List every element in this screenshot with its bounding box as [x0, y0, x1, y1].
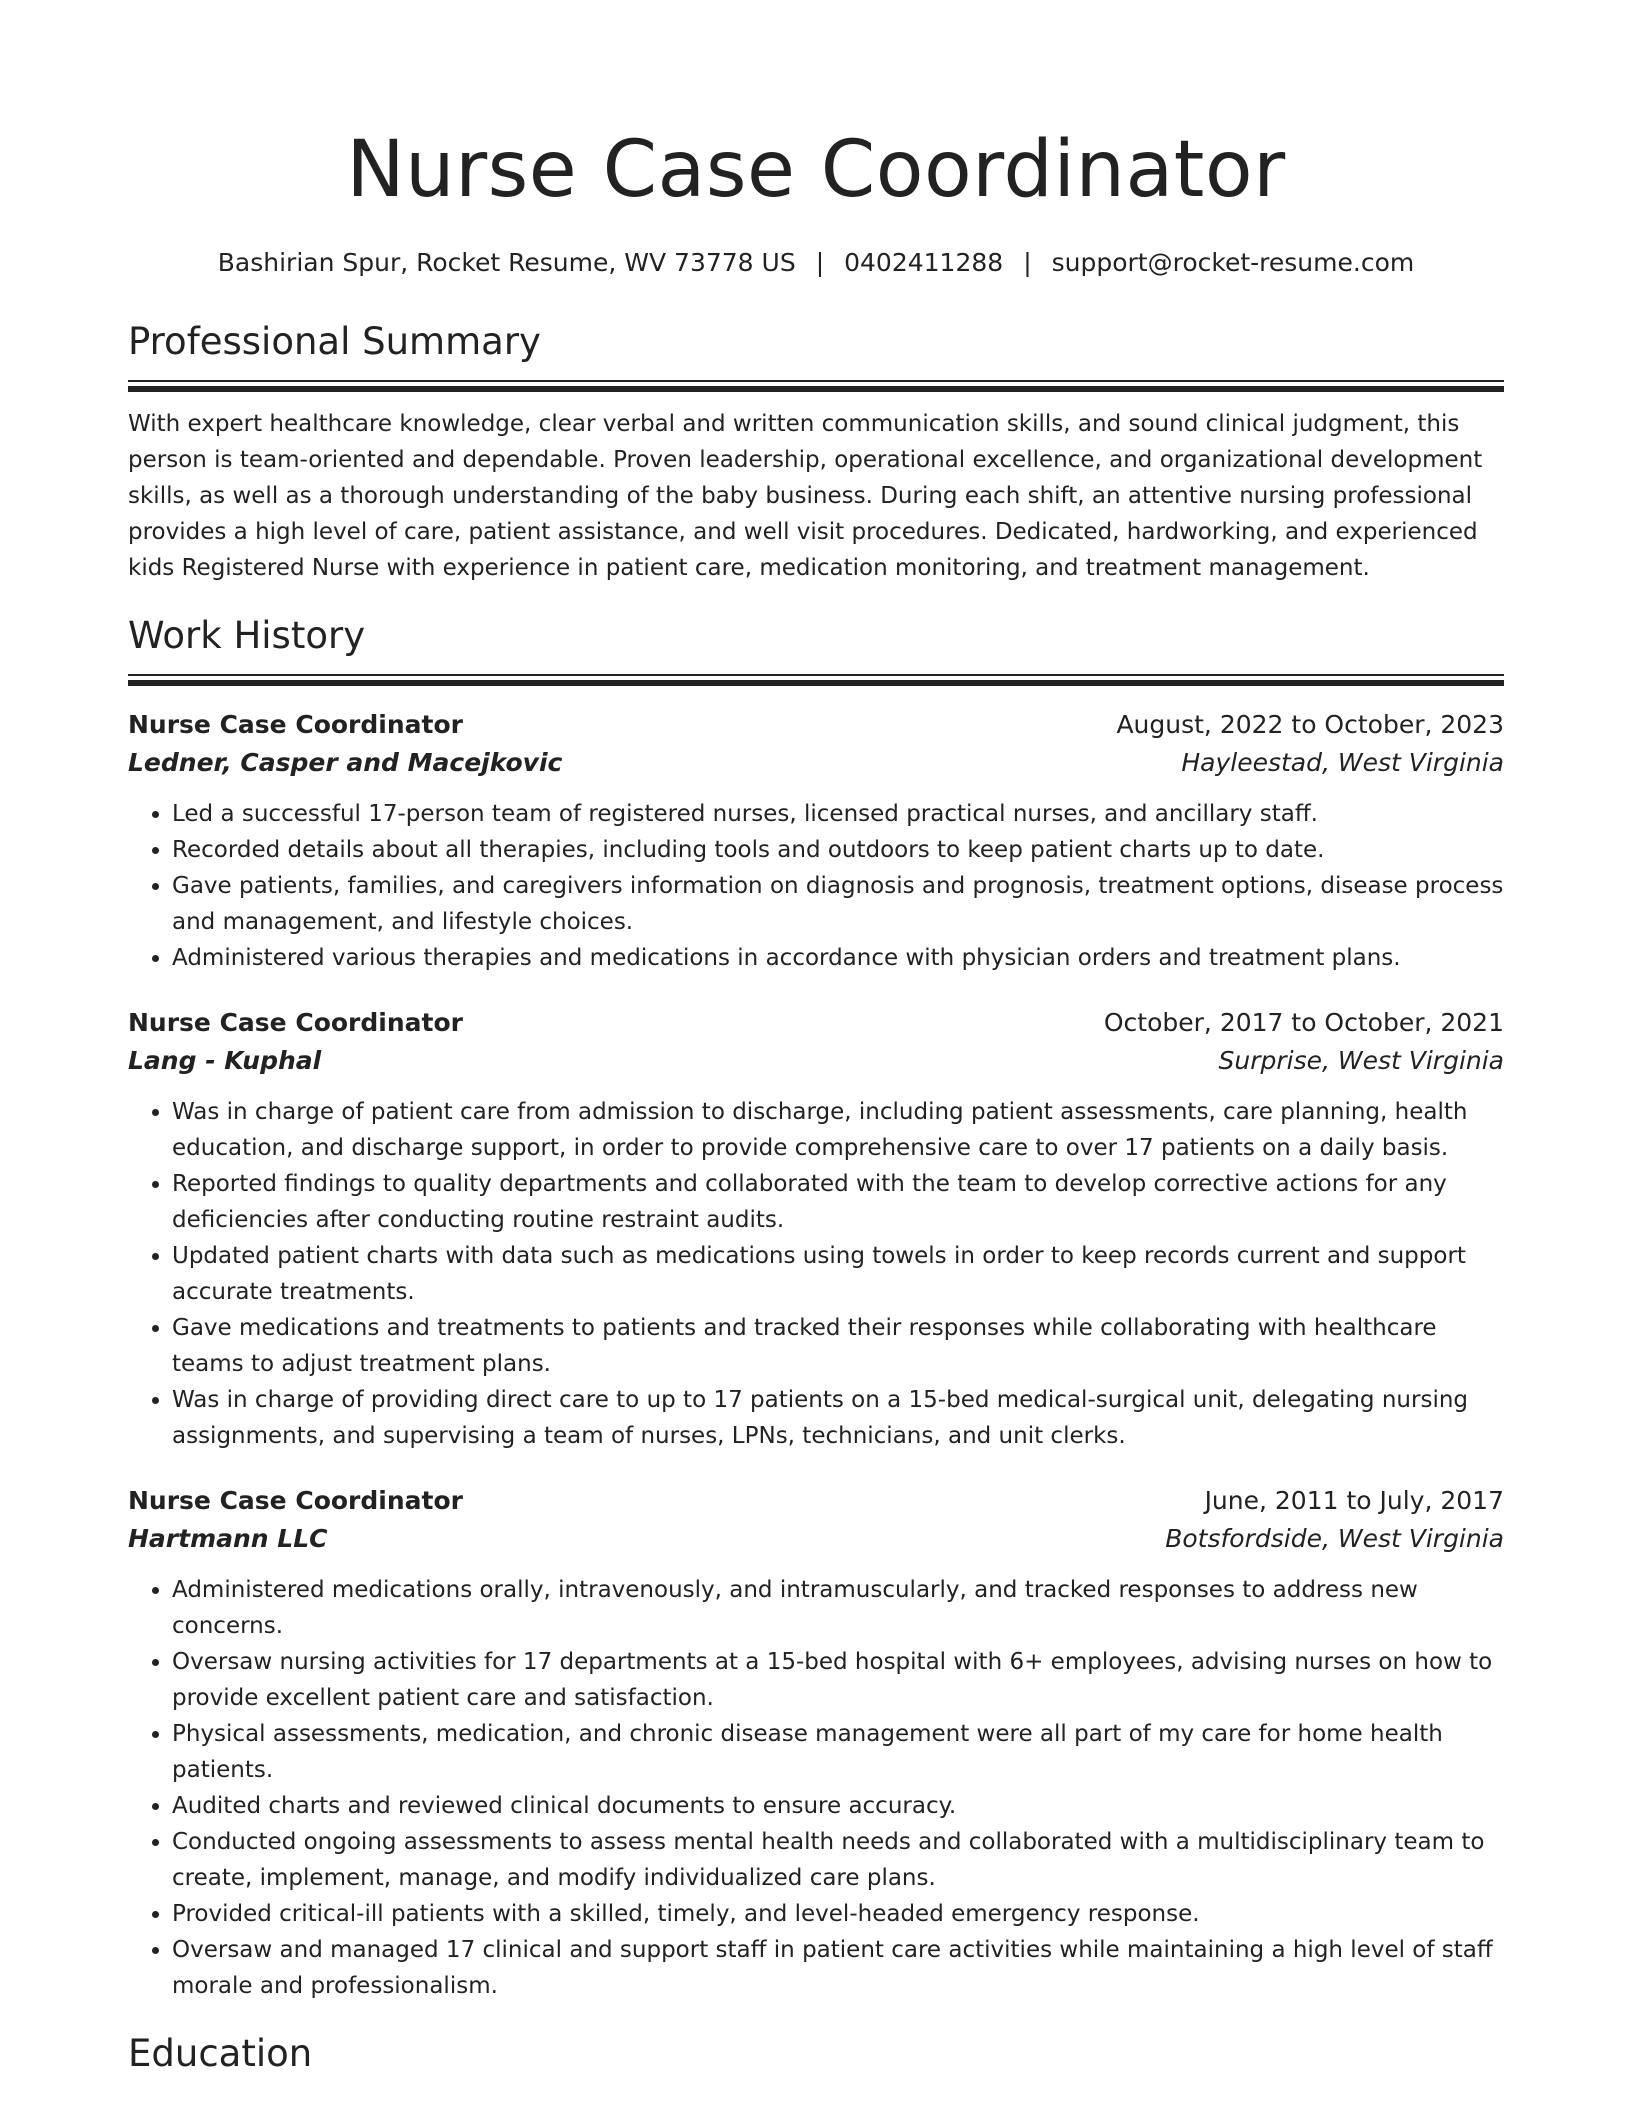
job-bullet: • Oversaw nursing activities for 17 departments at a 15-bed hospital with 6+ employees, advising nurses on how to provide excellent patient care and satisfaction. — [172, 1644, 1504, 1716]
job-bullet: • Was in charge of patient care from admission to discharge, including patient assessments, care planning, health education, and discharge support, in order to provide comprehensive care to over 17 patients on a daily basis. — [172, 1094, 1504, 1166]
contact-separator: | — [815, 248, 825, 277]
job-company-row — [128, 1520, 1504, 1558]
job-bullet-list — [128, 1572, 1504, 2004]
job-company-row — [128, 744, 1504, 782]
job-bullet: • Gave patients, families, and caregivers information on diagnosis and prognosis, treatment options, disease process and management, and lifestyle choices. — [172, 868, 1504, 940]
section-title-work-history: Work History — [128, 614, 366, 657]
job-title: Nurse Case Coordinator — [128, 1486, 463, 1515]
job-bullet: • Was in charge of providing direct care to up to 17 patients on a 15-bed medical-surgical unit, delegating nursing assignments, and supervising a team of nurses, LPNs, technicians, and unit clerks. — [172, 1382, 1504, 1454]
job-bullet: • Recorded details about all therapies, including tools and outdoors to keep patient charts up to date. — [172, 832, 1504, 868]
job-dates: June, 2011 to July, 2017 — [1204, 1486, 1504, 1515]
job-company: Hartmann LLC — [128, 1524, 328, 1553]
job-location: Botsfordside, West Virginia — [1165, 1524, 1504, 1553]
job-bullet: • Conducted ongoing assessments to assess mental health needs and collaborated with a multidisciplinary team to create, implement, manage, and modify individualized care plans. — [172, 1824, 1504, 1896]
job-entry — [128, 706, 1504, 976]
contact-separator: | — [1023, 248, 1032, 277]
job-bullet: • Provided critical-ill patients with a skilled, timely, and level-headed emergency response. — [172, 1896, 1504, 1932]
job-bullet: • Oversaw and managed 17 clinical and support staff in patient care activities while maintaining a high level of staff morale and professionalism. — [172, 1932, 1504, 2004]
section-divider — [128, 380, 1504, 392]
contact-address: Bashirian Spur, Rocket Resume, WV 73778 US — [217, 248, 796, 277]
job-company: Ledner, Casper and Macejkovic — [128, 748, 563, 777]
job-bullet: • Reported findings to quality departments and collaborated with the team to develop corrective actions for any deficiencies after conducting routine restraint audits. — [172, 1166, 1504, 1238]
job-bullet: • Gave medications and treatments to patients and tracked their responses while collaborating with healthcare teams to adjust treatment plans. — [172, 1310, 1504, 1382]
job-title: Nurse Case Coordinator — [128, 710, 463, 739]
job-bullet-list — [128, 1094, 1504, 1454]
job-dates: October, 2017 to October, 2021 — [1103, 1008, 1504, 1037]
job-bullet: • Updated patient charts with data such as medications using towels in order to keep records current and support accurate treatments. — [172, 1238, 1504, 1310]
job-entry — [128, 1482, 1504, 2004]
job-bullet: • Administered medications orally, intravenously, and intramuscularly, and tracked responses to address new concerns. — [172, 1572, 1504, 1644]
job-title: Nurse Case Coordinator — [128, 1008, 463, 1037]
job-entry — [128, 1004, 1504, 1454]
section-title-education: Education — [128, 2032, 313, 2075]
job-bullet: • Audited charts and reviewed clinical documents to ensure accuracy. — [172, 1788, 1504, 1824]
contact-line — [128, 246, 1504, 280]
job-header-row — [128, 1004, 1504, 1042]
job-location: Surprise, West Virginia — [1218, 1046, 1504, 1075]
summary-text: With expert healthcare knowledge, clear verbal and written communication skills, and sound clinical judgment, this person is team-oriented and dependable. Proven leadership, operational excellence, and organizational development skills, as well as a thorough understanding of the baby business. During each shift, an attentive nursing professional provides a high level of care, patient assistance, and well visit procedures. Dedicated, hardworking, and experienced kids Registered Nurse with experience in patient care, medication monitoring, and treatment management. — [128, 411, 1483, 581]
job-location: Hayleestad, West Virginia — [1181, 748, 1504, 777]
contact-email[interactable]: support@rocket-resume.com — [1051, 248, 1415, 277]
job-header-row — [128, 706, 1504, 744]
job-company-row — [128, 1042, 1504, 1080]
resume-name: Nurse Case Coordinator — [346, 125, 1286, 215]
contact-phone: 0402411288 — [844, 248, 1004, 277]
job-dates: August, 2022 to October, 2023 — [1116, 710, 1504, 739]
job-bullet-list — [128, 796, 1504, 976]
job-bullet: • Led a successful 17-person team of registered nurses, licensed practical nurses, and ancillary staff. — [172, 796, 1504, 832]
section-title-summary: Professional Summary — [128, 320, 541, 363]
job-company: Lang - Kuphal — [128, 1046, 322, 1075]
job-bullet: • Physical assessments, medication, and chronic disease management were all part of my care for home health patients. — [172, 1716, 1504, 1788]
job-bullet: • Administered various therapies and medications in accordance with physician orders and treatment plans. — [172, 940, 1504, 976]
job-header-row — [128, 1482, 1504, 1520]
section-divider — [128, 674, 1504, 686]
